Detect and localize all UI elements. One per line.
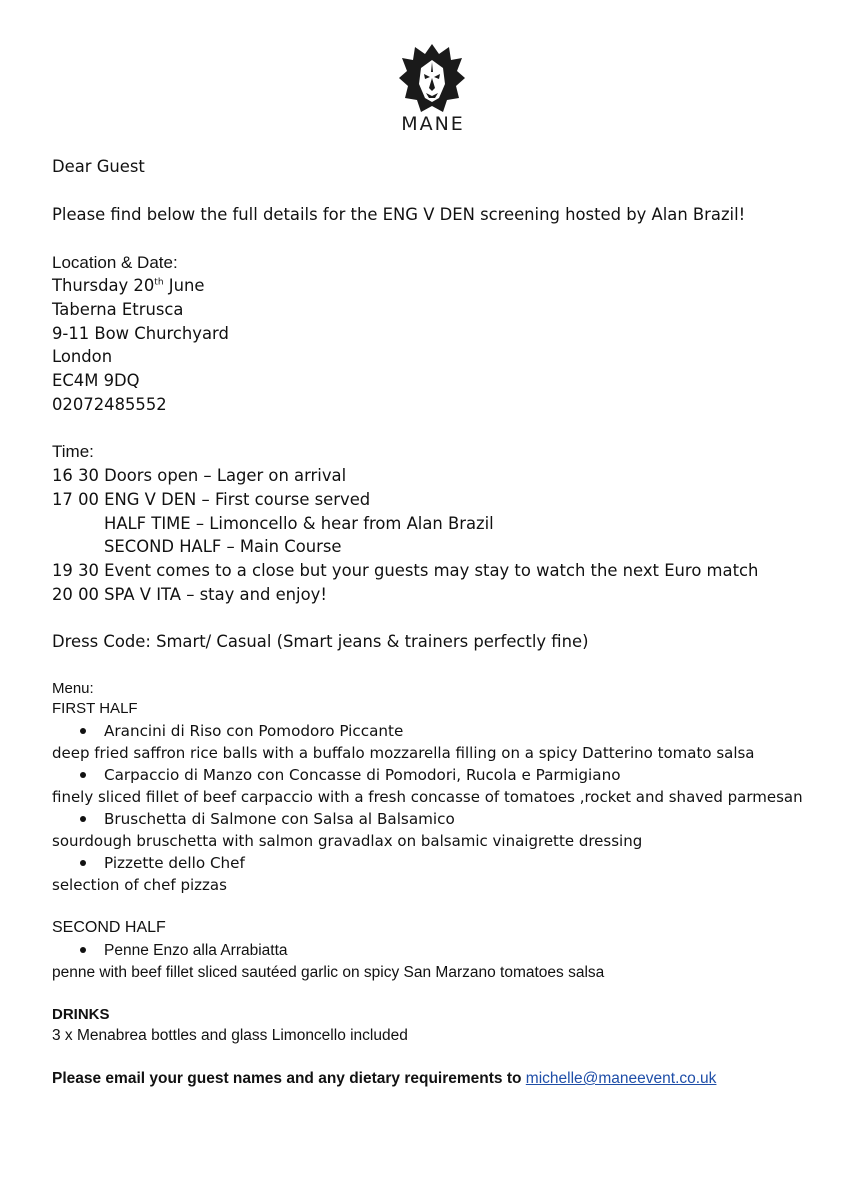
time-heading: Time: [52, 442, 94, 461]
bullet-icon [80, 947, 86, 953]
time-entry: HALF TIME – Limoncello & hear from Alan Brazil [104, 514, 494, 533]
location-heading: Location & Date: [52, 253, 178, 272]
first-half-heading: FIRST HALF [52, 700, 138, 717]
time-entry: 17 00 ENG V DEN – First course served [52, 490, 371, 509]
greeting: Dear Guest [52, 157, 145, 176]
menu-item-name: Arancini di Riso con Pomodoro Piccante [80, 721, 403, 741]
footer-note: Please email your guest names and any dietary requirements to michelle@maneevent.co.uk [52, 1070, 717, 1087]
bullet-icon [80, 728, 86, 734]
time-entry: 16 30 Doors open – Lager on arrival [52, 466, 347, 485]
venue-postcode: EC4M 9DQ [52, 371, 140, 390]
menu-item-name: Bruschetta di Salmone con Salsa al Balsamico [80, 809, 455, 829]
bullet-icon [80, 816, 86, 822]
menu-heading: Menu: [52, 680, 94, 697]
brand-name: MANE [401, 113, 465, 135]
menu-item-name: Carpaccio di Manzo con Concasse di Pomodori, Rucola e Parmigiano [80, 765, 621, 785]
menu-item-name: Pizzette dello Chef [80, 853, 245, 873]
venue-phone: 02072485552 [52, 395, 167, 414]
menu-item-name: Penne Enzo alla Arrabiatta [80, 941, 288, 961]
second-half-heading: SECOND HALF [52, 919, 166, 936]
event-date: Thursday 20th June [52, 276, 205, 295]
venue-name: Taberna Etrusca [52, 300, 184, 319]
bullet-icon [80, 860, 86, 866]
dress-code: Dress Code: Smart/ Casual (Smart jeans & trainers perfectly fine) [52, 632, 589, 651]
logo [399, 42, 465, 116]
menu-item-desc: penne with beef fillet sliced sautéed garlic on spicy San Marzano tomatoes salsa [52, 964, 605, 981]
email-link[interactable]: michelle@maneevent.co.uk [525, 1070, 717, 1087]
drinks-text: 3 x Menabrea bottles and glass Limoncello included [52, 1027, 408, 1044]
bullet-icon [80, 772, 86, 778]
menu-item-desc: sourdough bruschetta with salmon gravadlax on balsamic vinaigrette dressing [52, 832, 643, 850]
menu-item-desc: selection of chef pizzas [52, 876, 227, 894]
venue-city: London [52, 347, 113, 366]
time-entry: SECOND HALF – Main Course [104, 537, 342, 556]
menu-item-desc: deep fried saffron rice balls with a buffalo mozzarella filling on a spicy Datterino tomato salsa [52, 744, 755, 762]
drinks-heading: DRINKS [52, 1006, 110, 1023]
menu-item-desc: finely sliced fillet of beef carpaccio with a fresh concasse of tomatoes ,rocket and shaved parmesan [52, 788, 803, 806]
time-entry: 19 30 Event comes to a close but your guests may stay to watch the next Euro match [52, 561, 759, 580]
time-entry: 20 00 SPA V ITA – stay and enjoy! [52, 585, 327, 604]
lion-head-icon [399, 42, 465, 116]
intro-text: Please find below the full details for the ENG V DEN screening hosted by Alan Brazil! [52, 205, 746, 224]
venue-street: 9-11 Bow Churchyard [52, 324, 229, 343]
